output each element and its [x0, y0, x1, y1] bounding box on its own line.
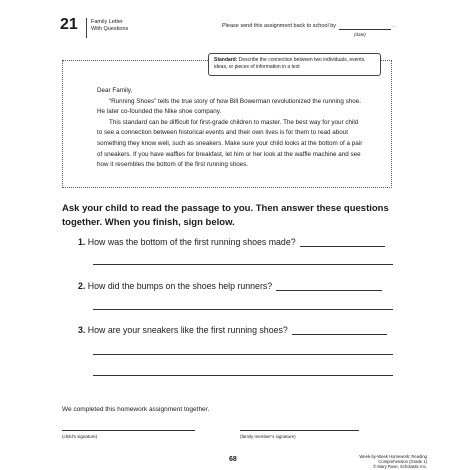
family-signature-label: (family member’s signature): [240, 434, 296, 439]
instructions-line1: Ask your child to read the passage to you. Then answer these questions: [62, 203, 389, 214]
lesson-title-line2: With Questions: [91, 26, 129, 32]
page-header: [0, 10, 470, 44]
lesson-number: 21: [60, 16, 78, 33]
instructions-line2: together. When you finish, sign below.: [62, 216, 235, 228]
footer-line2: © Mary Rose, Scholastic Inc.: [373, 464, 427, 469]
letter-p2-line3: something they know well, such as sneakers. Make sure your child looks at the bottom of a pair: [97, 139, 363, 147]
lesson-title-line1: Family Letter: [91, 19, 123, 25]
question-3-text: How are your sneakers like the first running shoes?: [87, 325, 288, 335]
completed-statement: We completed this homework assignment together.: [62, 406, 210, 413]
question-3: [78, 325, 387, 335]
standard-text: Describe the connection between two individuals, events, ideas, or pieces of information in a text: [214, 57, 366, 70]
child-signature-line[interactable]: [62, 430, 195, 431]
date-blank[interactable]: [339, 24, 391, 30]
answer-3-inline-line[interactable]: [292, 327, 387, 335]
send-back-text: Please send this assignment back to school by: [222, 23, 337, 29]
date-label: (date): [354, 32, 366, 37]
header-divider: [86, 18, 87, 38]
question-1-text: How was the bottom of the first running shoes made?: [87, 237, 296, 247]
letter-p1-line2: He later co-founded the Nike shoe company.: [97, 108, 222, 116]
page-footer: [332, 454, 427, 469]
standard-label: Standard:: [214, 57, 238, 63]
question-2-text: How did the bumps on the shoes help runners?: [87, 281, 273, 291]
lesson-title: [91, 19, 128, 33]
answer-2-line[interactable]: [93, 309, 393, 310]
standard-box: [208, 53, 381, 76]
send-back-instruction: Please send this assignment back to school by .: [222, 23, 395, 29]
family-signature-line[interactable]: [240, 430, 359, 431]
answer-3-line-2[interactable]: [93, 375, 393, 376]
answer-3-line-1[interactable]: [93, 354, 393, 355]
family-letter: [97, 86, 382, 171]
letter-p1-line1: “Running Shoes” tells the true story of how Bill Bowerman revolutionized the running shoe.: [109, 97, 362, 105]
question-1-number: 1.: [78, 237, 86, 247]
question-2: [78, 281, 382, 291]
answer-2-inline-line[interactable]: [276, 283, 382, 291]
question-1: [78, 237, 385, 247]
question-3-number: 3.: [78, 325, 86, 335]
question-2-number: 2.: [78, 281, 86, 291]
answer-1-inline-line[interactable]: [300, 239, 385, 247]
answer-1-line[interactable]: [93, 264, 393, 265]
letter-p2-line2: to see a connection between historical events and their own lives is for them to read about: [97, 129, 348, 137]
letter-p2-line1: This standard can be difficult for first-grade children to master. The best way for your child: [109, 118, 359, 126]
letter-p2-line5: how it resembles the bottom of the first running shoes.: [97, 161, 249, 169]
instructions: [62, 202, 397, 229]
letter-p2-line4: of sneakers. If you have waffles for breakfast, let him or her look at the waffle machine and see: [97, 150, 361, 158]
child-signature-label: (child’s signature): [62, 434, 98, 439]
footer-line1: Week-by-Week Homework: Reading Comprehension (Grade 1): [359, 454, 427, 464]
page-number: 68: [229, 456, 237, 463]
letter-greeting: Dear Family,: [97, 87, 133, 94]
